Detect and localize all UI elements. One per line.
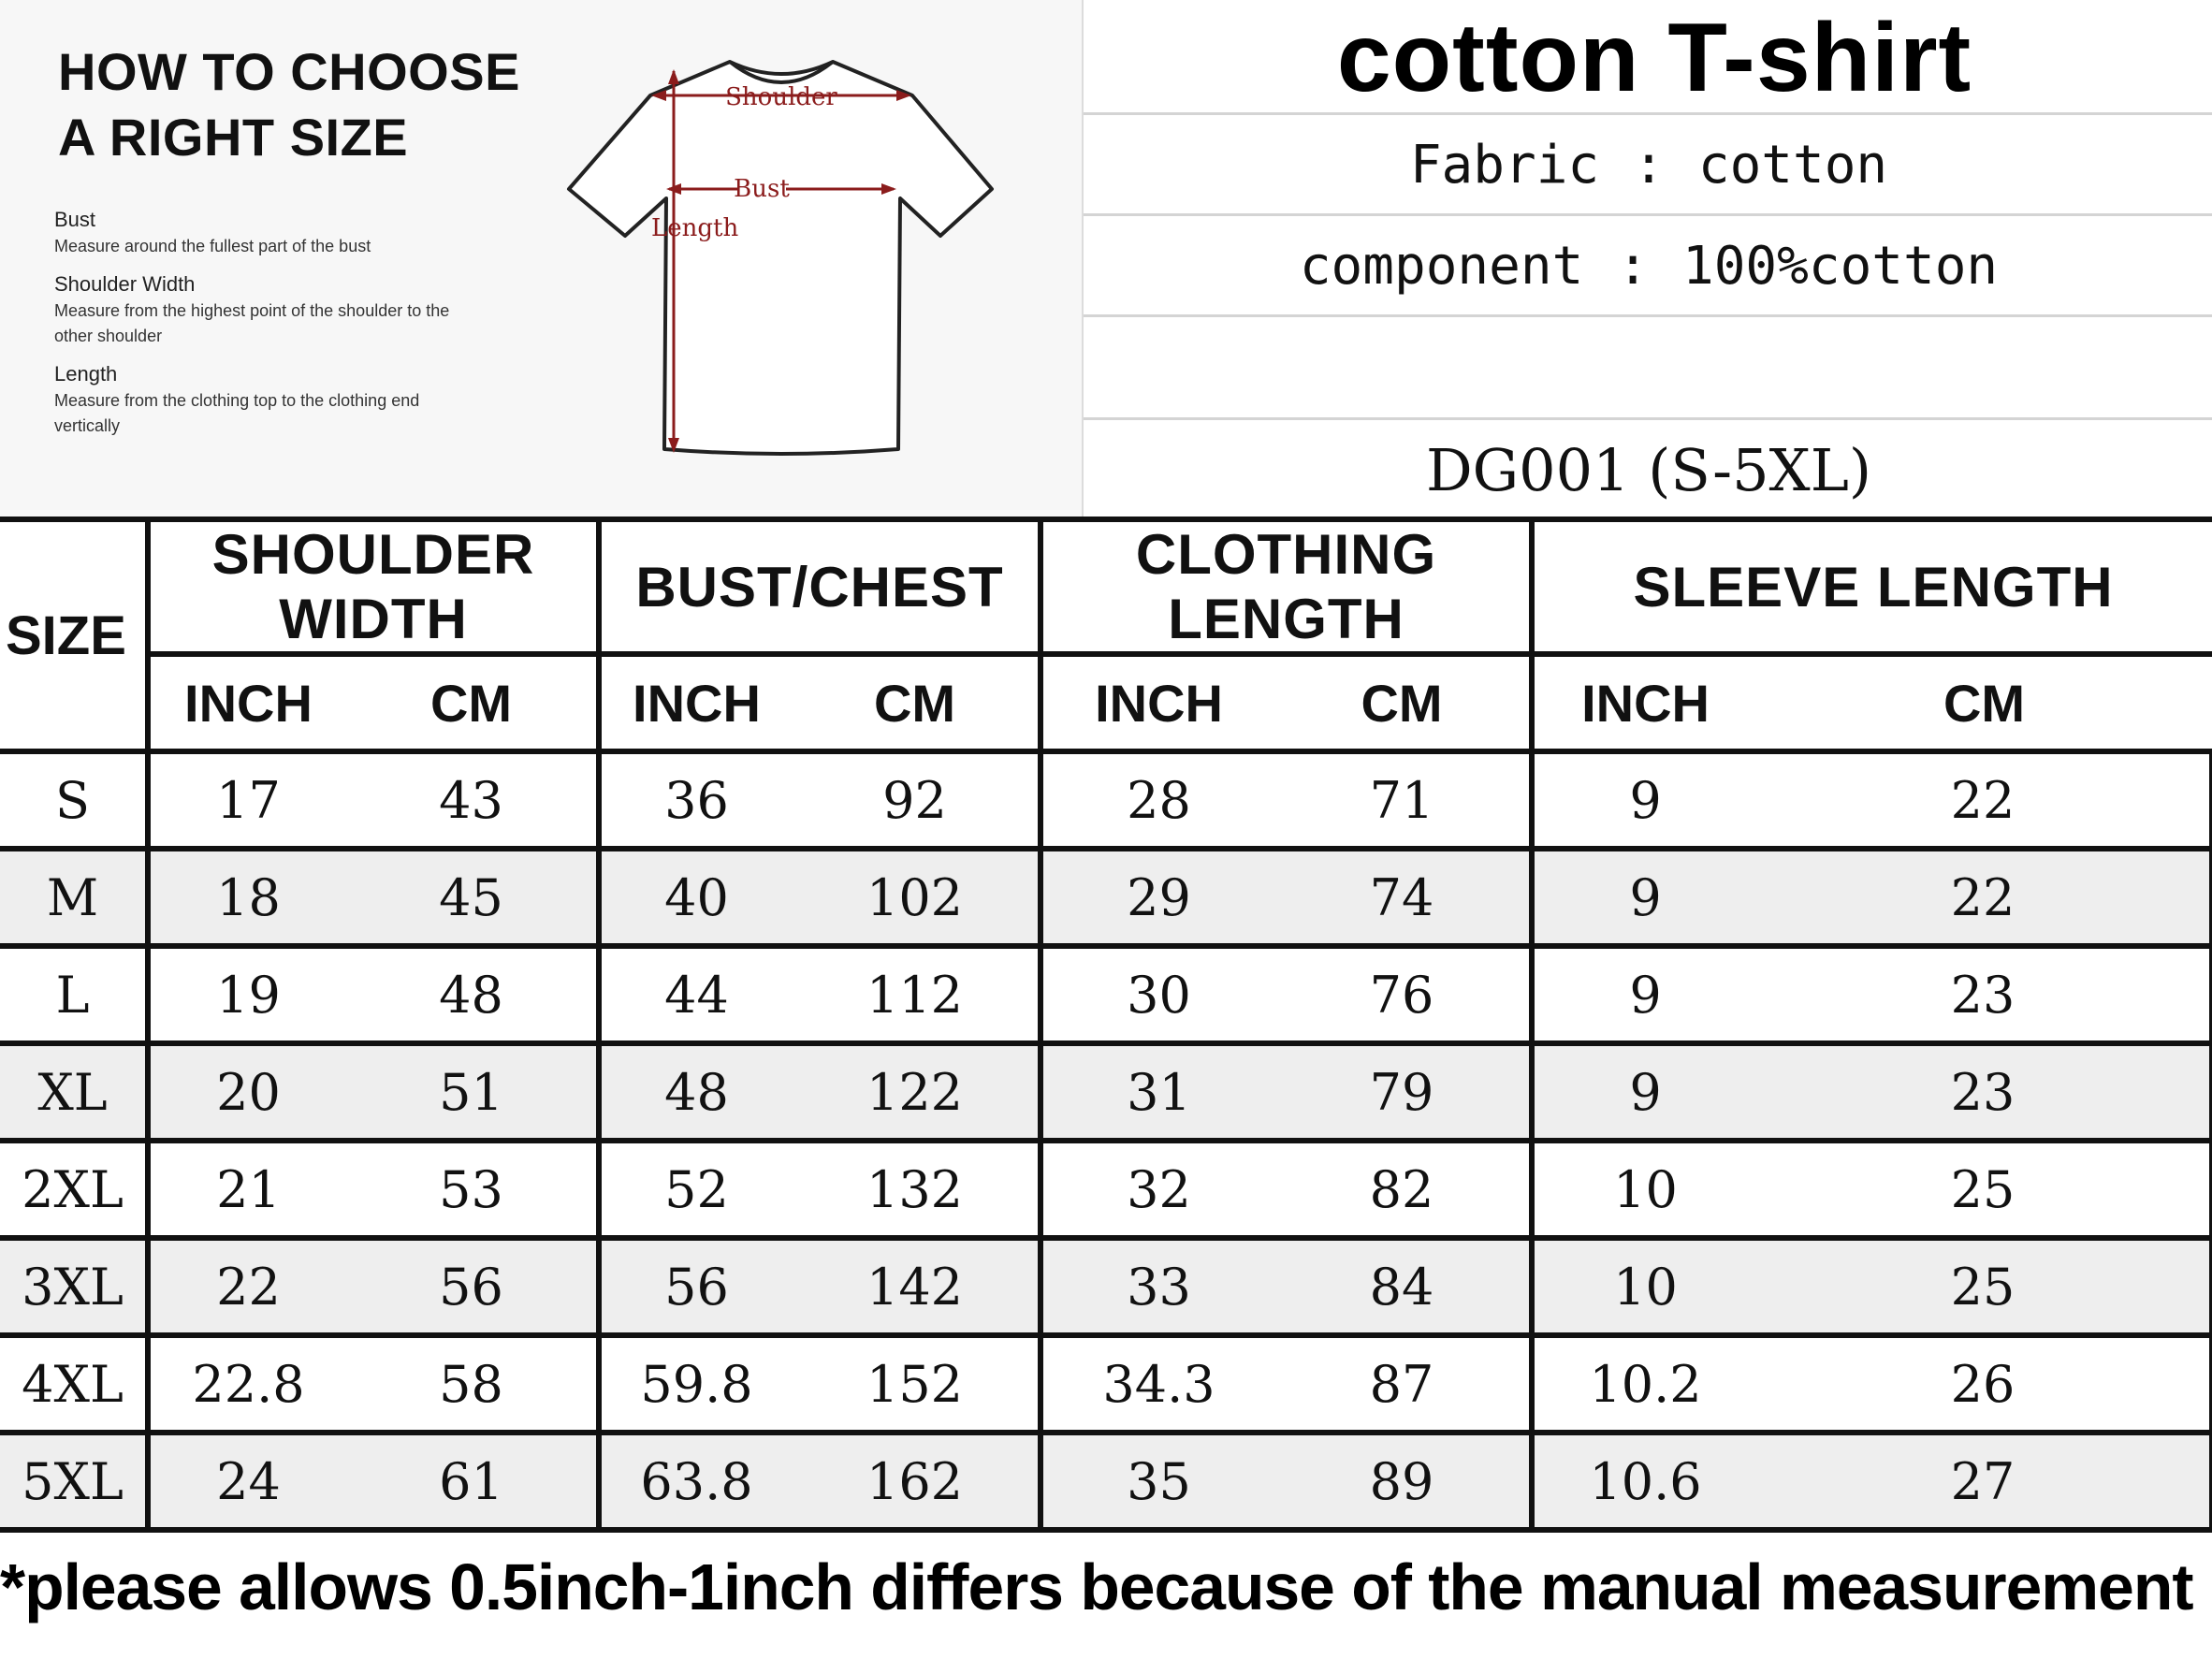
table-row [0, 946, 2212, 1043]
size-chart-table [0, 517, 2212, 1533]
cm-cell: 43 [346, 751, 599, 849]
cm-cell: 23 [1756, 946, 2212, 1043]
table-row [0, 849, 2212, 946]
cm-cell: 71 [1274, 751, 1532, 849]
inch-cell: 19 [148, 946, 346, 1043]
cm-cell: 22 [1756, 849, 2212, 946]
shoulder-width-header: SHOULDER WIDTH [148, 519, 599, 654]
inch-cell: 33 [1041, 1238, 1274, 1335]
note-text: Measure around the fullest part of the bust [54, 237, 371, 255]
inch-cell: 9 [1532, 946, 1756, 1043]
table-row [0, 1335, 2212, 1433]
inch-cell: 10 [1532, 1141, 1756, 1238]
table-row [0, 1238, 2212, 1335]
inch-cell: 22 [148, 1238, 346, 1335]
inch-cell: 56 [599, 1238, 792, 1335]
cm-cell: 152 [792, 1335, 1041, 1433]
inch-cell: 32 [1041, 1141, 1274, 1238]
cm-cell: 92 [792, 751, 1041, 849]
inch-cell: 18 [148, 849, 346, 946]
cm-cell: 89 [1274, 1433, 1532, 1530]
cm-cell: 79 [1274, 1043, 1532, 1141]
fabric-value: cotton [1697, 134, 1888, 196]
cm-cell: 48 [346, 946, 599, 1043]
empty-row [1084, 314, 2212, 416]
inch-cell: 63.8 [599, 1433, 792, 1530]
product-title: cotton T-shirt [1336, 4, 1972, 112]
size-rows [0, 751, 2212, 1530]
cm-cell: 23 [1756, 1043, 2212, 1141]
cm-cell: 74 [1274, 849, 1532, 946]
product-info-panel [1082, 0, 2212, 517]
inch-cell: 36 [599, 751, 792, 849]
cm-cell: 22 [1756, 751, 2212, 849]
cm-cell: 61 [346, 1433, 599, 1530]
inch-cell: 34.3 [1041, 1335, 1274, 1433]
guide-title: HOW TO CHOOSE A RIGHT SIZE [58, 42, 520, 167]
note-shoulder [54, 270, 457, 349]
table-row [0, 1433, 2212, 1530]
note-bust [54, 206, 457, 259]
group-header-row [0, 519, 2212, 654]
size-guide-panel [0, 0, 1082, 517]
sleeve-length-header: SLEEVE LENGTH [1532, 519, 2212, 654]
inch-cell: 35 [1041, 1433, 1274, 1530]
inch-cell: 22.8 [148, 1335, 346, 1433]
inch-cell: 9 [1532, 849, 1756, 946]
cm-cell: 142 [792, 1238, 1041, 1335]
cm-cell: 112 [792, 946, 1041, 1043]
size-cell: L [0, 946, 148, 1043]
size-cell: 2XL [0, 1141, 148, 1238]
tshirt-icon [561, 49, 1001, 488]
note-heading: Bust [54, 208, 96, 231]
cm-cell: 53 [346, 1141, 599, 1238]
cm-cell: 132 [792, 1141, 1041, 1238]
inch-cell: 10.2 [1532, 1335, 1756, 1433]
inch-cell: 9 [1532, 1043, 1756, 1141]
component-label: component [1299, 235, 1584, 297]
cm-cell: 27 [1756, 1433, 2212, 1530]
inch-cell: 31 [1041, 1043, 1274, 1141]
inch-cell: 9 [1532, 751, 1756, 849]
note-text: Measure from the highest point of the shoulder to the other shoulder [54, 301, 450, 345]
cm-cell: 51 [346, 1043, 599, 1141]
cm-cell: 25 [1756, 1238, 2212, 1335]
size-cell: S [0, 751, 148, 849]
cm-cell: 45 [346, 849, 599, 946]
unit-inch-header: INCH [148, 654, 346, 751]
unit-inch-header: INCH [599, 654, 792, 751]
cm-cell: 87 [1274, 1335, 1532, 1433]
length-label: Length [651, 214, 739, 242]
note-text: Measure from the clothing top to the clothing end vertically [54, 391, 420, 435]
cm-cell: 82 [1274, 1141, 1532, 1238]
unit-inch-header: INCH [1532, 654, 1756, 751]
note-heading: Shoulder Width [54, 272, 196, 296]
note-length [54, 360, 457, 439]
unit-cm-header: CM [1756, 654, 2212, 751]
inch-cell: 17 [148, 751, 346, 849]
cm-cell: 84 [1274, 1238, 1532, 1335]
table-row [0, 751, 2212, 849]
inch-cell: 30 [1041, 946, 1274, 1043]
unit-header-row [0, 654, 2212, 751]
fabric-row [1084, 112, 2212, 214]
component-row [1084, 213, 2212, 315]
table-row [0, 1043, 2212, 1141]
separator: : [1633, 134, 1665, 196]
inch-cell: 29 [1041, 849, 1274, 946]
unit-cm-header: CM [1274, 654, 1532, 751]
model-number: DG001 (S-5XL) [1084, 417, 2212, 519]
cm-cell: 102 [792, 849, 1041, 946]
arrow-head-icon [668, 69, 679, 84]
shoulder-label: Shoulder [725, 83, 837, 111]
clothing-length-header: CLOTHING LENGTH [1041, 519, 1532, 654]
size-cell: M [0, 849, 148, 946]
inch-cell: 10.6 [1532, 1433, 1756, 1530]
size-cell: 3XL [0, 1238, 148, 1335]
unit-cm-header: CM [792, 654, 1041, 751]
note-heading: Length [54, 362, 118, 386]
cm-cell: 56 [346, 1238, 599, 1335]
size-cell: 4XL [0, 1335, 148, 1433]
tshirt-diagram [561, 49, 1001, 488]
inch-cell: 24 [148, 1433, 346, 1530]
measurement-disclaimer: *please allows 0.5inch-1inch differs because of the manual measurement [0, 1550, 2193, 1623]
fabric-label: Fabric [1409, 134, 1600, 196]
inch-cell: 28 [1041, 751, 1274, 849]
cm-cell: 76 [1274, 946, 1532, 1043]
bust-label: Bust [734, 175, 790, 203]
inch-cell: 10 [1532, 1238, 1756, 1335]
inch-cell: 48 [599, 1043, 792, 1141]
size-cell: XL [0, 1043, 148, 1141]
measurement-notes [54, 206, 457, 450]
inch-cell: 20 [148, 1043, 346, 1141]
separator: : [1617, 235, 1649, 297]
inch-cell: 52 [599, 1141, 792, 1238]
cm-cell: 122 [792, 1043, 1041, 1141]
cm-cell: 162 [792, 1433, 1041, 1530]
table-row [0, 1141, 2212, 1238]
inch-cell: 59.8 [599, 1335, 792, 1433]
unit-cm-header: CM [346, 654, 599, 751]
inch-cell: 44 [599, 946, 792, 1043]
inch-cell: 40 [599, 849, 792, 946]
shirt-outline [569, 62, 992, 454]
cm-cell: 26 [1756, 1335, 2212, 1433]
inch-cell: 21 [148, 1141, 346, 1238]
cm-cell: 25 [1756, 1141, 2212, 1238]
component-value: 100%cotton [1682, 235, 1999, 297]
unit-inch-header: INCH [1041, 654, 1274, 751]
cm-cell: 58 [346, 1335, 599, 1433]
bust-chest-header: BUST/CHEST [599, 519, 1041, 654]
size-cell: 5XL [0, 1433, 148, 1530]
size-column-header: SIZE [0, 519, 148, 751]
